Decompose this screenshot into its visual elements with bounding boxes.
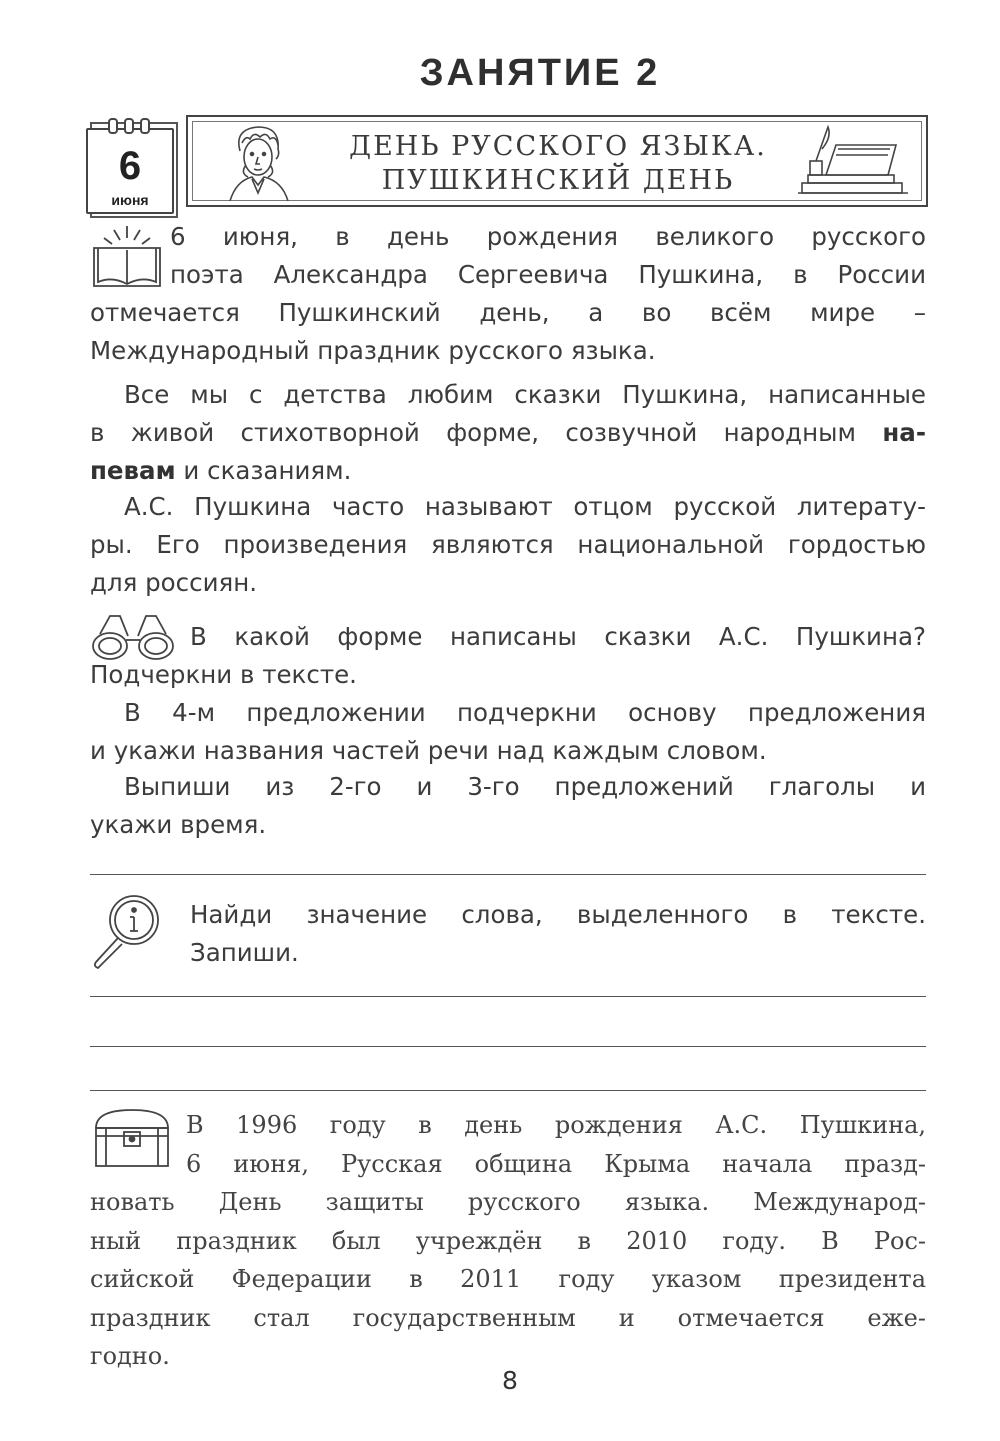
text-fragment: и сказаниям. xyxy=(183,456,352,485)
text-fragment: в живой стихотворной форме, созвучной народным xyxy=(90,418,856,447)
topic-banner xyxy=(186,115,928,207)
text-line: новать День защиты русского языка. Международ- xyxy=(90,1188,926,1216)
books-quill-icon xyxy=(796,121,916,201)
text-line: Международный праздник русского языка. xyxy=(90,336,656,365)
fact-paragraph xyxy=(90,1106,926,1376)
pushkin-portrait-icon xyxy=(212,121,302,201)
highlighted-word-part: певам xyxy=(90,456,176,485)
text-line: поэта Александра Сергеевича Пушкина, в России xyxy=(170,260,926,289)
intro-paragraph xyxy=(90,488,926,602)
text-line: сийской Федерации в 2011 году указом президента xyxy=(90,1265,926,1293)
task-3 xyxy=(90,768,926,844)
intro-paragraph xyxy=(90,218,926,370)
task-2 xyxy=(90,694,926,770)
banner-title-line1: ДЕНЬ РУССКОГО ЯЗЫКА. xyxy=(349,131,767,162)
text-line: отмечается Пушкинский день, а во всём мире – xyxy=(90,298,926,327)
highlighted-word-part: на- xyxy=(882,418,926,447)
text-line: Запиши. xyxy=(190,938,299,967)
calendar-icon xyxy=(86,114,178,214)
text-line: 6 июня, Русская община Крыма начала празд- xyxy=(186,1149,926,1178)
intro-paragraph xyxy=(90,376,926,490)
lesson-title: ЗАНЯТИЕ 2 xyxy=(419,52,661,94)
task-1 xyxy=(90,618,926,694)
text-line xyxy=(90,414,926,452)
text-line: Найди значение слова, выделенного в тексте. xyxy=(190,900,926,929)
text-line: укажи время. xyxy=(90,810,267,839)
banner-title-line2: ПУШКИНСКИЙ ДЕНЬ xyxy=(381,165,735,196)
text-line: В 1996 году в день рождения А.С. Пушкина, xyxy=(186,1111,926,1139)
task-4 xyxy=(90,896,926,972)
text-line: Выпиши из 2-го и 3-го предложений глаголы и xyxy=(124,772,926,801)
text-line: А.С. Пушкина часто называют отцом русской литерату- xyxy=(124,492,926,521)
text-line: В 4-м предложении подчеркни основу предложения xyxy=(124,698,926,727)
calendar-month: июня xyxy=(111,192,149,208)
text-line: ный праздник был учреждён в 2010 году. В Рос- xyxy=(90,1226,926,1255)
text-line: праздник стал государственным и отмечается еже- xyxy=(90,1303,926,1332)
page-number: 8 xyxy=(502,1366,518,1395)
text-line: Подчеркни в тексте. xyxy=(90,660,357,689)
text-line: и укажи названия частей речи над каждым словом. xyxy=(90,736,767,765)
text-line: 6 июня, в день рождения великого русского xyxy=(170,222,926,251)
calendar-day: 6 xyxy=(118,144,142,188)
text-line: для россиян. xyxy=(90,568,258,597)
text-line: Все мы с детства любим сказки Пушкина, написанные xyxy=(124,380,926,409)
text-line: годно. xyxy=(90,1342,170,1370)
answer-line[interactable] xyxy=(90,1046,926,1047)
text-line xyxy=(90,452,926,490)
answer-line[interactable] xyxy=(90,1090,926,1091)
text-line: ры. Его произведения являются национальной гордостью xyxy=(90,530,926,559)
answer-line[interactable] xyxy=(90,996,926,997)
text-line: В какой форме написаны сказки А.С. Пушкина? xyxy=(190,622,926,651)
answer-line[interactable] xyxy=(90,874,926,875)
